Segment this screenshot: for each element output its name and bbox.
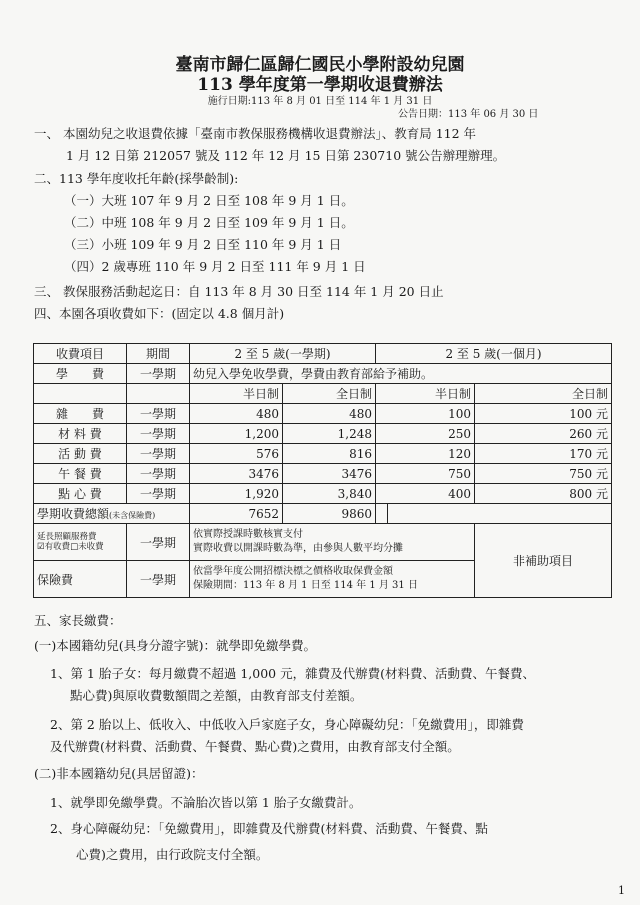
semester-half: 1,200 <box>190 424 283 444</box>
section-5a-title: (一)本國籍幼兒(具身分證字號)：就學即免繳學費。 <box>34 638 317 653</box>
table-row <box>34 464 612 484</box>
full-day-label: 全日制 <box>475 384 612 404</box>
semester-full: 3476 <box>283 464 376 484</box>
document-title: 臺南市歸仁區歸仁國民小學附設幼兒園 <box>175 55 465 75</box>
extended-care-label: 延長照顧服務費 <box>37 532 97 542</box>
total-sub-label: (未含保險費) <box>109 511 156 520</box>
section-5b-1: 1、就學即免繳學費。不論胎次皆以第 1 胎子女繳費計。 <box>50 795 362 810</box>
section-2-title: 二、113 學年度收托年齡(採學齡制): <box>34 171 239 186</box>
age-group-item: （三）小班 109 年 9 月 2 日至 110 年 9 月 1 日 <box>64 237 342 252</box>
total-label-cell <box>34 504 190 524</box>
table-row-tuition <box>34 364 612 384</box>
fee-period: 一學期 <box>127 424 190 444</box>
table-row-total <box>34 504 612 524</box>
half-day-label: 半日制 <box>376 384 475 404</box>
fee-item: 點 心 費 <box>34 484 127 504</box>
empty-cell <box>34 384 127 404</box>
insurance-label: 保險費 <box>34 561 127 598</box>
insurance-period: 一學期 <box>127 561 190 598</box>
table-row <box>34 424 612 444</box>
section-5b-title: (二)非本國籍幼兒(具居留證)： <box>34 766 204 781</box>
month-half: 750 <box>376 464 475 484</box>
section-1-line-1: 一、 本園幼兒之收退費依據「臺南市教保服務機構收退費辦法」、教育局 112 年 <box>34 126 477 141</box>
effective-date: 施行日期:113 年 8 月 01 日至 114 年 1 月 31 日 <box>207 96 433 107</box>
semester-half: 1,920 <box>190 484 283 504</box>
total-label: 學期收費總額 <box>37 507 110 521</box>
age-group-item: （一）大班 107 年 9 月 2 日至 108 年 9 月 1 日。 <box>64 193 354 208</box>
insurance-note-1: 依當學年度公開招標決標之價格收取保費金額 <box>193 566 393 577</box>
table-row-extended-care <box>34 524 612 561</box>
semester-half: 3476 <box>190 464 283 484</box>
semester-half: 576 <box>190 444 283 464</box>
month-half: 400 <box>376 484 475 504</box>
month-full: 750 元 <box>475 464 612 484</box>
semester-full: 3,840 <box>283 484 376 504</box>
extended-care-label-cell <box>34 524 127 561</box>
section-5a-1-line-1: 1、第 1 胎子女：每月繳費不超過 1,000 元，雜費及代辦費(材料費、活動費、午餐費、 <box>50 666 535 681</box>
empty-cell <box>376 504 388 524</box>
page-number: 1 <box>618 884 625 897</box>
month-full: 800 元 <box>475 484 612 504</box>
tuition-note: 幼兒入學免收學費，學費由教育部給予補助。 <box>190 364 612 384</box>
document-subtitle: 113 學年度第一學期收退費辦法 <box>197 75 443 95</box>
fee-item: 活 動 費 <box>34 444 127 464</box>
section-3: 三、 教保服務活動起迄日：自 113 年 8 月 30 日至 114 年 1 月 20 日止 <box>34 284 444 299</box>
table-row-subheader <box>34 384 612 404</box>
half-day-label: 半日制 <box>190 384 283 404</box>
extended-care-period: 一學期 <box>127 524 190 561</box>
extended-care-note-cell <box>190 524 475 561</box>
semester-full: 816 <box>283 444 376 464</box>
section-5a-1-line-2: 點心費)與原收費數額間之差額，由教育部支付差額。 <box>70 688 363 703</box>
section-4: 四、本園各項收費如下：(固定以 4.8 個月計) <box>34 306 285 321</box>
table-row <box>34 484 612 504</box>
fee-item: 午 餐 費 <box>34 464 127 484</box>
header-item: 收費項目 <box>34 344 127 364</box>
extended-care-checkbox-label: ☑有收費□未收費 <box>37 542 104 552</box>
header-month: 2 至 5 歲(一個月) <box>376 344 612 364</box>
table-row <box>34 404 612 424</box>
month-half: 120 <box>376 444 475 464</box>
tuition-period: 一學期 <box>127 364 190 384</box>
semester-full: 1,248 <box>283 424 376 444</box>
month-full: 100 元 <box>475 404 612 424</box>
fee-item: 材 料 費 <box>34 424 127 444</box>
fee-period: 一學期 <box>127 444 190 464</box>
fee-period: 一學期 <box>127 484 190 504</box>
age-group-item: （二）中班 108 年 9 月 2 日至 109 年 9 月 1 日。 <box>64 215 354 230</box>
non-subsidy-cell: 非補助項目 <box>475 524 612 598</box>
extended-care-note-2: 實際收費以開課時數為準，由參與人數平均分攤 <box>193 543 403 554</box>
section-5a-2-line-1: 2、第 2 胎以上、低收入、中低收入戶家庭子女，身心障礙幼兒：「免繳費用」，即雜費 <box>50 717 524 732</box>
section-5b-2-line-1: 2、身心障礙幼兒：「免繳費用」，即雜費及代辦費(材料費、活動費、午餐費、點 <box>50 821 488 836</box>
header-semester: 2 至 5 歲(一學期) <box>190 344 376 364</box>
tuition-label: 學 費 <box>34 364 127 384</box>
month-half: 250 <box>376 424 475 444</box>
semester-full: 480 <box>283 404 376 424</box>
insurance-note-cell <box>190 561 475 598</box>
section-5b-2-line-2: 心費)之費用，由行政院支付全額。 <box>76 847 269 862</box>
fee-table <box>33 343 612 598</box>
insurance-note-2: 保險期間：113 年 8 月 1 日至 114 年 1 月 31 日 <box>193 580 418 591</box>
section-5-title: 五、家長繳費： <box>34 613 122 628</box>
empty-cell <box>388 504 612 524</box>
table-row <box>34 444 612 464</box>
fee-item: 雜 費 <box>34 404 127 424</box>
age-group-item: （四）2 歲專班 110 年 9 月 2 日至 111 年 9 月 1 日 <box>64 259 366 274</box>
extended-care-note-1: 依實際授課時數核實支付 <box>193 529 303 540</box>
section-5a-2-line-2: 及代辦費(材料費、活動費、午餐費、點心費)之費用，由教育部支付全額。 <box>50 739 460 754</box>
empty-cell <box>127 384 190 404</box>
month-half: 100 <box>376 404 475 424</box>
semester-half: 480 <box>190 404 283 424</box>
section-1-line-2: 1 月 12 日第 212057 號及 112 年 12 月 15 日第 230710 號公告辦理辦理。 <box>66 148 506 163</box>
fee-period: 一學期 <box>127 404 190 424</box>
announce-date: 公告日期：113 年 06 月 30 日 <box>398 109 539 120</box>
month-full: 260 元 <box>475 424 612 444</box>
header-period: 期間 <box>127 344 190 364</box>
fee-period: 一學期 <box>127 464 190 484</box>
full-day-label: 全日制 <box>283 384 376 404</box>
month-full: 170 元 <box>475 444 612 464</box>
table-header-row <box>34 344 612 364</box>
total-full: 9860 <box>283 504 376 524</box>
total-half: 7652 <box>190 504 283 524</box>
